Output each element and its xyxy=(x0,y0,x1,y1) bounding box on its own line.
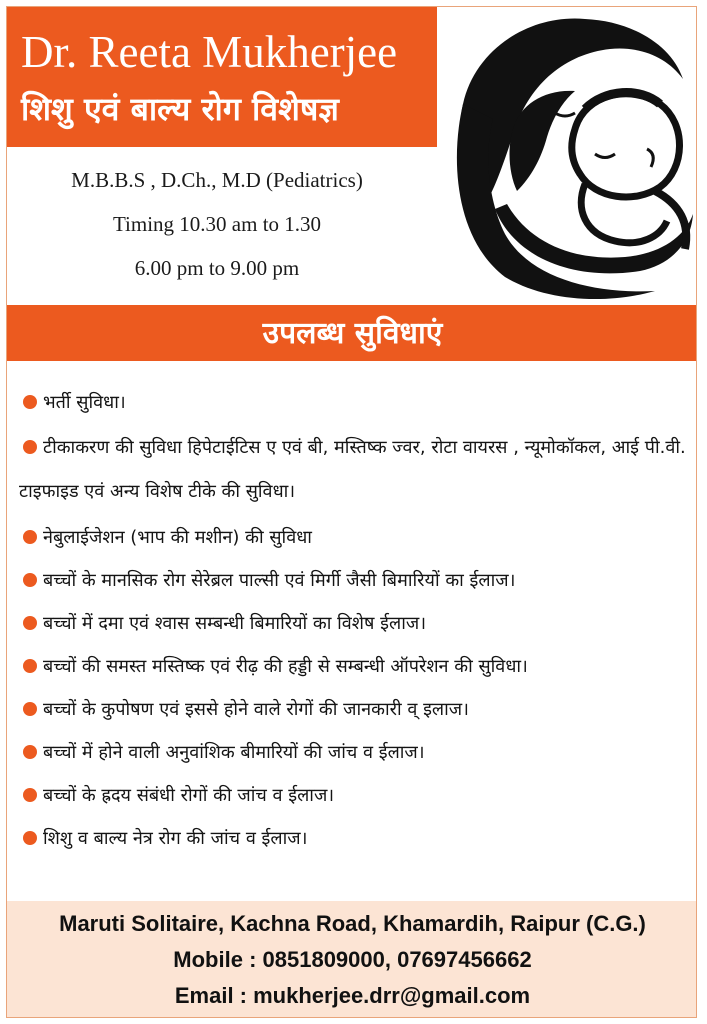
facilities-title: उपलब्ध सुविधाएं xyxy=(262,316,443,351)
mobile-numbers: Mobile : 0851809000, 07697456662 xyxy=(173,947,532,972)
bullet-icon xyxy=(23,530,37,544)
bullet-icon xyxy=(23,440,37,454)
list-item: शिशु व बाल्य नेत्र रोग की जांच व ईलाज। xyxy=(19,819,689,859)
address: Maruti Solitaire, Kachna Road, Khamardih, Raipur (C.G.) xyxy=(59,911,646,936)
bullet-icon xyxy=(23,788,37,802)
facilities-list xyxy=(19,383,689,859)
qualifications: M.B.B.S , D.Ch., M.D (Pediatrics) xyxy=(71,168,363,192)
specialty-title: शिशु एवं बाल्य रोग विशेषज्ञ xyxy=(21,90,339,128)
timing-evening: 6.00 pm to 9.00 pm xyxy=(134,256,300,280)
list-item: बच्चों के ह्रदय संबंधी रोगों की जांच व ईलाज। xyxy=(19,776,689,816)
mother-and-baby-icon xyxy=(435,9,697,307)
list-item: नेबुलाईजेशन (भाप की मशीन) की सुविधा xyxy=(19,518,689,558)
bullet-icon xyxy=(23,659,37,673)
email-address: Email : mukherjee.drr@gmail.com xyxy=(174,983,531,1008)
list-item: टीकाकरण की सुविधा हिपेटाईटिस ए एवं बी, मस्तिष्क ज्वर, रोटा वायरस , न्यूमोकॉकल, आई पी.वी. टाइफाइड एवं अन्य विशेष टीके की सुविधा। xyxy=(19,437,686,502)
bullet-icon xyxy=(23,702,37,716)
bullet-icon xyxy=(23,831,37,845)
doctor-name: Dr. Reeta Mukherjee xyxy=(21,27,398,77)
bullet-icon xyxy=(23,395,37,409)
clinic-poster xyxy=(6,6,697,1018)
bullet-icon xyxy=(23,616,37,630)
list-item: भर्ती सुविधा। xyxy=(19,383,689,423)
list-item: बच्चों के कुपोषण एवं इससे होने वाले रोगों की जानकारी व् इलाज। xyxy=(19,690,689,730)
list-item: बच्चों की समस्त मस्तिष्क एवं रीढ़ की हड्डी से सम्बन्धी ऑपरेशन की सुविधा। xyxy=(19,647,689,687)
list-item: बच्चों के मानसिक रोग सेरेब्रल पाल्सी एवं मिर्गी जैसी बिमारियों का ईलाज। xyxy=(19,561,689,601)
bullet-icon xyxy=(23,745,37,759)
bullet-icon xyxy=(23,573,37,587)
list-item: बच्चों में दमा एवं श्वास सम्बन्धी बिमारियों का विशेष ईलाज। xyxy=(19,604,689,644)
list-item: बच्चों में होने वाली अनुवांशिक बीमारियों की जांच व ईलाज। xyxy=(19,733,689,773)
timing-morning: Timing 10.30 am to 1.30 xyxy=(112,212,322,236)
